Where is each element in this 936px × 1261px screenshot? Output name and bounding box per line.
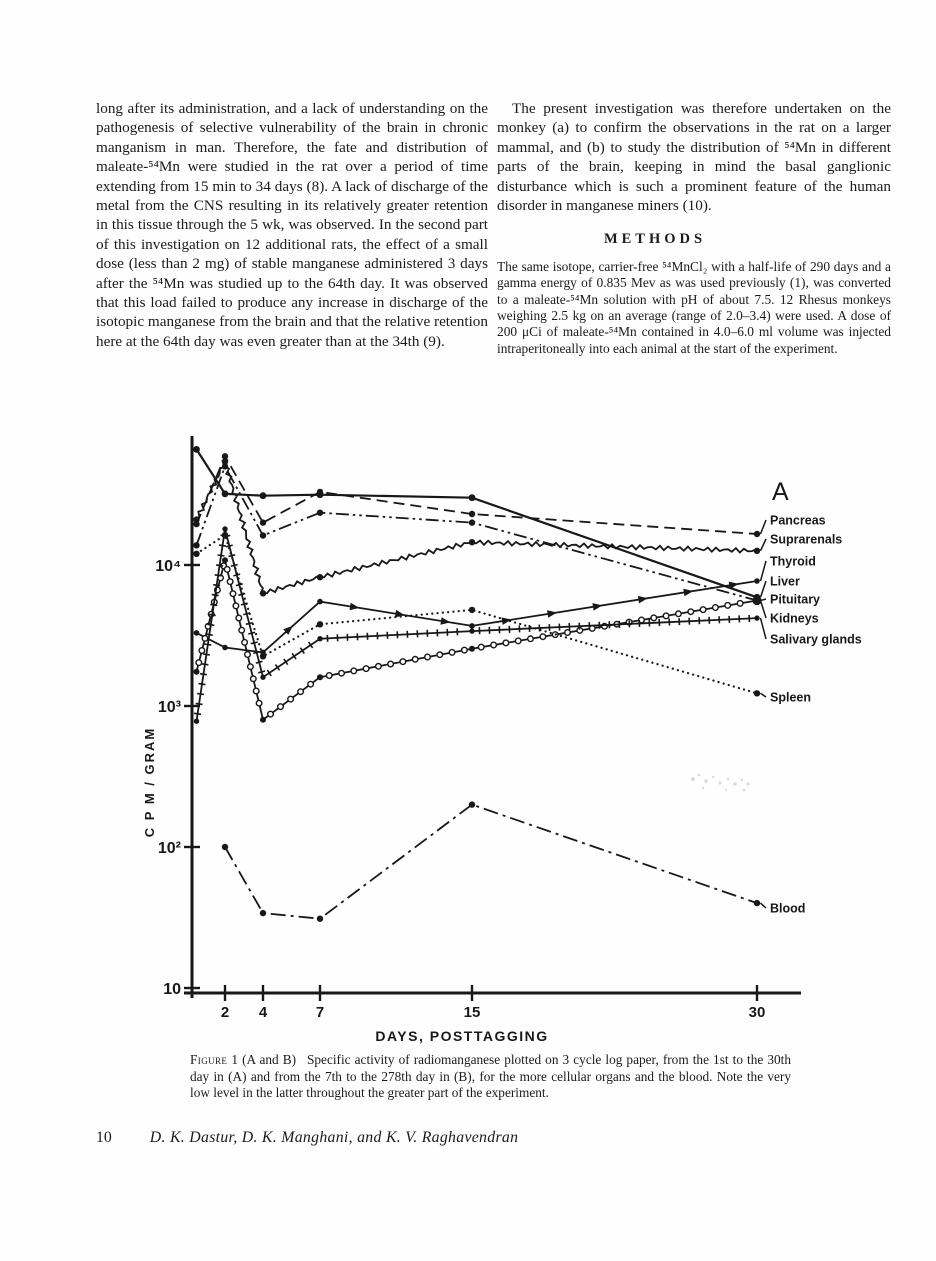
series-label-kidneys: Kidneys — [770, 611, 819, 626]
x-axis-title: DAYS, POSTTAGGING — [375, 1028, 549, 1044]
page-number: 10 — [96, 1129, 112, 1146]
axis-tick-labels — [142, 478, 789, 1044]
series-spleen — [193, 532, 811, 705]
series-label-pituitary: Pituitary — [770, 592, 821, 607]
series-label-suprarenals: Suprarenals — [770, 532, 843, 547]
caption-label: Figure — [190, 1052, 228, 1067]
series-pancreas — [193, 453, 825, 537]
series-label-liver: Liver — [770, 574, 800, 589]
series-liver — [193, 446, 800, 601]
x-tick-label: 30 — [748, 1004, 766, 1021]
x-tick-label: 4 — [258, 1004, 268, 1021]
series-label-salivary-glands: Salivary glands — [770, 632, 862, 647]
intro-paragraph: The present investigation was therefore undertaken on the monkey (a) to confirm the observations in the rat on a larger mammal, and (b) to study the distribution of ⁵⁴Mn in different parts of the brain, keeping in mind the basal ganglionic disturbance which is such a prominent feature of the human disorder in manganese miners (10). — [497, 100, 891, 215]
y-tick-label: 10² — [157, 840, 181, 857]
y-axis-title: C P M / GRAM — [142, 726, 157, 838]
running-authors: D. K. Dastur, D. K. Manghani, and K. V. Raghavendran — [149, 1129, 519, 1146]
series-label-pancreas: Pancreas — [770, 513, 826, 528]
y-tick-label: 10⁴ — [155, 558, 181, 575]
series-suprarenals — [193, 459, 842, 597]
series-thyroid — [194, 555, 816, 656]
series-pituitary — [193, 463, 820, 606]
series-label-spleen: Spleen — [770, 690, 811, 705]
right-column — [497, 99, 891, 357]
print-artifact — [691, 774, 750, 792]
left-paragraph: long after its administration, and a lack of understanding on the pathogenesis of selective vulnerability of the brain in chronic manganism in man. Therefore, the fate and distribution of maleate-⁵⁴Mn were studied in the rat over a period of time extending from 15 min to 34 days (8). A lack of discharge of the metal from the CNS resulting in its relatively greater retention in this tissue through the 5 wk, was observed. In the second part of this investigation on 12 additional rats, the effect of a small dose (less than 2 mg) of stable manganese administered 3 days after the ⁵⁴Mn was studied up to the 64th day. It was observed that this load failed to produce any increase in discharge of the isotopic manganese from the brain and that the relative retention here at the 64th day was even greater than at the 34th (9). — [96, 100, 488, 350]
x-tick-label: 7 — [315, 1004, 325, 1021]
panel-label: A — [772, 478, 789, 506]
series-salivary-glands — [194, 526, 862, 724]
figure-caption — [190, 1052, 791, 1102]
series-blood — [222, 801, 806, 922]
x-tick-label: 2 — [220, 1004, 230, 1021]
methods-heading: METHODS — [603, 231, 707, 248]
caption-number: 1 (A and B) — [231, 1052, 297, 1067]
series-kidneys — [194, 554, 819, 722]
y-tick-label: 10³ — [157, 699, 181, 716]
methods-paragraph: The same isotope, carrier-free ⁵⁴MnCl₂ with a half-life of 290 days and a gamma energy of 0.835 Mev as was used previously (1), was converted to a maleate-⁵⁴Mn solution with pH of about 7.5. 12 Rhesus monkeys weighing 2.5 kg on an average (range of 2.0–3.4) were used. A dose of 200 μCi of maleate-⁵⁴Mn contained in 4.0–6.0 ml volume was injected intraperitoneally into each animal at the start of the experiment. — [497, 258, 891, 356]
axes — [184, 436, 801, 1001]
caption-body: Specific activity of radiomanganese plotted on 3 cycle log paper, from the 1st to the 30th day in (A) and from the 7th to the 278th day in (B), for the more cellular organs and the blood. Note the very low level in the latter throughout the greater part of the experiment. — [190, 1052, 791, 1101]
series-label-blood: Blood — [770, 901, 806, 916]
y-tick-label: 10 — [163, 981, 181, 998]
left-column — [96, 99, 488, 351]
page-footer — [96, 1129, 518, 1147]
x-tick-label: 15 — [463, 1004, 481, 1021]
series-label-thyroid: Thyroid — [770, 554, 816, 569]
